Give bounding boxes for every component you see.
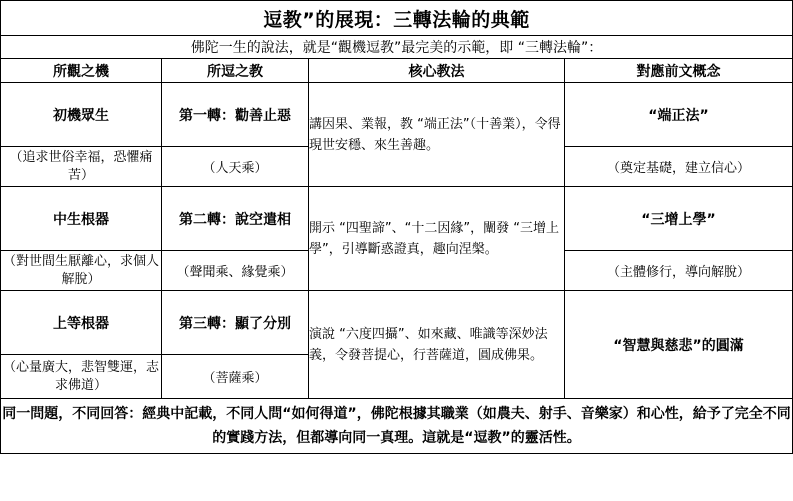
- header-concept: 對應前文概念: [565, 59, 793, 83]
- vehicle-1: （人天乘）: [162, 147, 309, 187]
- header-teaching: 所逗之教: [162, 59, 309, 83]
- concept-2: “三增上學”: [565, 187, 793, 251]
- audience-1: 初機眾生: [1, 83, 162, 147]
- core-teaching-2: 開示 “四聖諦”、“十二因緣”，闡發 “三增上學”，引導斷惑證真，趣向涅槃。: [309, 187, 565, 291]
- vehicle-3: （菩薩乘）: [162, 355, 309, 399]
- concept-desc-1: （奠定基礎，建立信心）: [565, 147, 793, 187]
- core-teaching-3: 演說 “六度四攝”、如來藏、唯識等深妙法義，令發菩提心，行菩薩道，圓成佛果。: [309, 291, 565, 399]
- header-core: 核心教法: [309, 59, 565, 83]
- core-teaching-1: 講因果、業報，教 “端正法”（十善業），令得現世安穩、來生善趣。: [309, 83, 565, 187]
- concept-desc-2: （主體修行，導向解脫）: [565, 251, 793, 291]
- audience-desc-2: （對世間生厭離心，求個人解脫）: [1, 251, 162, 291]
- intro-text: 佛陀一生的說法，就是“觀機逗教”最完美的示範，即 “三轉法輪”：: [1, 36, 793, 59]
- table-title: 逗教”的展現：三轉法輪的典範: [1, 1, 793, 36]
- concept-3: “智慧與慈悲”的圓滿: [565, 291, 793, 399]
- turning-1: 第一轉：勸善止惡: [162, 83, 309, 147]
- audience-3: 上等根器: [1, 291, 162, 355]
- concept-1: “端正法”: [565, 83, 793, 147]
- vehicle-2: （聲聞乘、緣覺乘）: [162, 251, 309, 291]
- header-audience: 所觀之機: [1, 59, 162, 83]
- turning-3: 第三轉：顯了分別: [162, 291, 309, 355]
- turning-2: 第二轉：說空遣相: [162, 187, 309, 251]
- audience-desc-3: （心量廣大，悲智雙運，志求佛道）: [1, 355, 162, 399]
- audience-2: 中生根器: [1, 187, 162, 251]
- summary-text: 同一問題，不同回答：經典中記載，不同人問“如何得道”，佛陀根據其職業（如農夫、射手、音樂家）和心性，給予了完全不同的實踐方法，但都導向同一真理。這就是“逗教”的靈活性。: [1, 399, 793, 454]
- audience-desc-1: （追求世俗幸福，恐懼痛苦）: [1, 147, 162, 187]
